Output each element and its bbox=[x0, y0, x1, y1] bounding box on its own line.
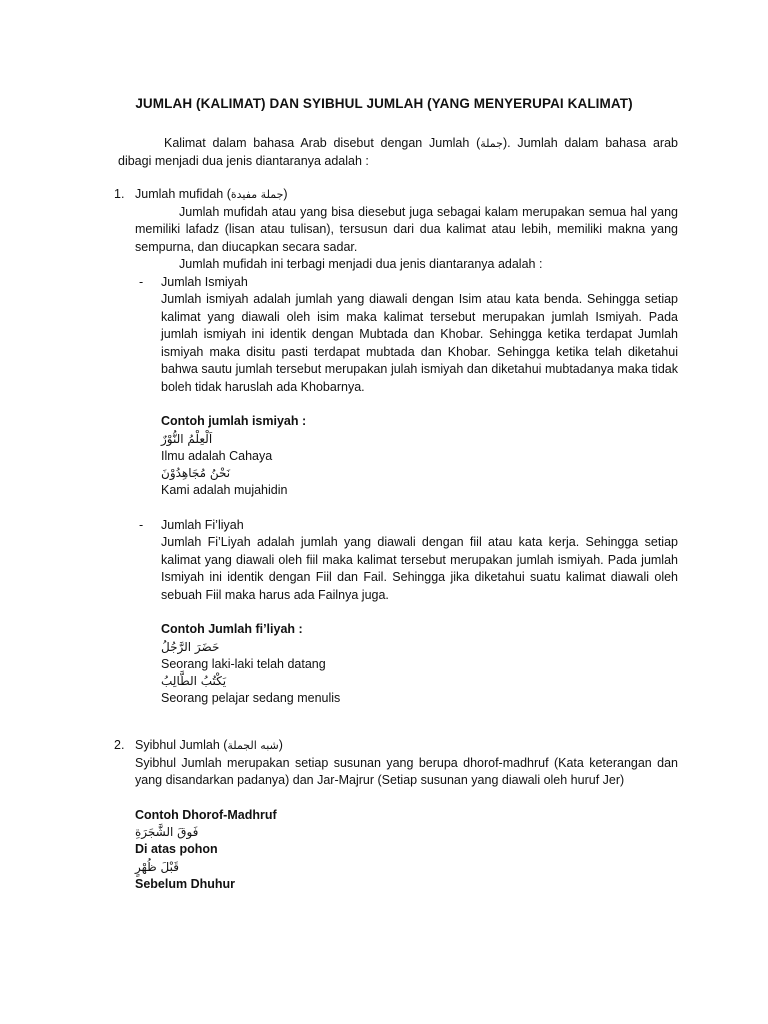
intro-text-before: Kalimat dalam bahasa Arab disebut dengan Jumlah ( bbox=[164, 136, 481, 150]
filiyah-example-2-arabic: يَكْتُبُ الطَّالِبُ bbox=[161, 674, 227, 688]
section2-example-2-translation: Sebelum Dhuhur bbox=[135, 876, 236, 891]
section2-example-heading: Contoh Dhorof-Madhruf bbox=[135, 807, 277, 822]
section2-example-2-arabic: قَبْلَ ظُهْرٍ bbox=[135, 859, 179, 874]
ismiyah-example-2-arabic: نَحْنُ مُجَاهِدُوْنَ bbox=[161, 466, 231, 480]
document-title: JUMLAH (KALIMAT) DAN SYIBHUL JUMLAH (YANG MENYERUPAI KALIMAT) bbox=[135, 96, 633, 111]
ismiyah-example-1-translation: Ilmu adalah Cahaya bbox=[161, 448, 273, 463]
ismiyah-example-2-translation: Kami adalah mujahidin bbox=[161, 483, 288, 497]
section1-paragraph-2: Jumlah mufidah ini terbagi menjadi dua jenis diantaranya adalah : bbox=[179, 257, 543, 271]
section2-heading-text: Syibhul Jumlah ( bbox=[135, 738, 228, 752]
ismiyah-dash: - bbox=[139, 274, 144, 289]
filiyah-example-heading: Contoh Jumlah fi’liyah : bbox=[161, 622, 303, 636]
filiyah-description: Jumlah Fi’Liyah adalah jumlah yang diawali dengan fiil atau kata kerja. Sehingga setiap kalimat yang diawali oleh fiil maka kalimat tersebut merupakan jumlah ismiyah. Pada jumlah Ismiyah ini identik dengan Fiil dan Fail. Sehingga jika diketahui suatu kalimat diawali oleh sebuah Fiil maka harus ada Failnya juga. bbox=[161, 535, 678, 602]
filiyah-example-1-arabic: حَضَرَ الرَّجُلُ bbox=[161, 639, 220, 654]
filiyah-example-1-translation: Seorang laki-laki telah datang bbox=[161, 656, 326, 671]
section2-heading bbox=[135, 737, 678, 755]
subsection-ismiyah bbox=[139, 274, 678, 517]
section1-number: 1. bbox=[114, 187, 125, 201]
filiyah-dash: - bbox=[139, 517, 144, 532]
section1-paragraph-1: Jumlah mufidah atau yang bisa diesebut juga sebagai kalam merupakan semua hal yang memiliki lafadz (lisan atau tulisan), tersusun dari dua kalimat atau lebih, memiliki makna yang sempurna, dan diucapkan secara sadar. bbox=[135, 204, 678, 254]
ismiyah-example-1-arabic: اَلْعِلْمُ النُّوْرٌ bbox=[161, 431, 213, 446]
section1-heading-arabic: جملة مفيدة bbox=[230, 188, 284, 201]
section2-heading-close: ) bbox=[278, 738, 283, 752]
section2-description: Syibhul Jumlah merupakan setiap susunan yang berupa dhorof-madhruf (Kata keterangan dan yang disandarkan padanya) dan Jar-Majrur (Setiap susunan yang diawali oleh huruf Jer) bbox=[135, 755, 678, 787]
intro-arabic: جملة bbox=[480, 137, 503, 150]
section2-heading-arabic: شبه الجملة bbox=[227, 739, 279, 752]
section2-number: 2. bbox=[114, 738, 125, 752]
subsection-filiyah bbox=[139, 517, 678, 708]
section2-example-1-arabic: فَوقَ الشَّجَرَةِ bbox=[135, 825, 199, 839]
section-syibhul-jumlah bbox=[114, 737, 678, 893]
ismiyah-description: Jumlah ismiyah adalah jumlah yang diawali dengan Isim atau kata benda. Sehingga setiap kalimat yang diawali oleh isim maka kalimat tersebut merupakan jumlah Ismiyah. Pada jumlah ismiyah ini identik dengan Mubtada dan Khobar. Sehingga ketika terdapat Jumlah ismiyah maka disitu pasti terdapat mubtada dan Khobar. Sehingga ketika telah diketahui bahwa sautu jumlah tersebut merupakan julah ismiyah dan diketahui mubtadanya maka tidak boleh tidak haruslah ada Khobarnya. bbox=[161, 292, 678, 394]
filiyah-label: Jumlah Fi’liyah bbox=[161, 517, 244, 532]
section2-example-1-translation: Di atas pohon bbox=[135, 842, 218, 856]
intro-text-after: ). Jumlah dalam bahasa arab dibagi menjadi dua jenis diantaranya adalah : bbox=[118, 136, 678, 168]
section1-heading-text: Jumlah mufidah ( bbox=[135, 187, 231, 201]
ismiyah-example-heading: Contoh jumlah ismiyah : bbox=[161, 414, 307, 428]
section1-heading bbox=[135, 186, 678, 204]
filiyah-example-2-translation: Seorang pelajar sedang menulis bbox=[161, 691, 341, 705]
ismiyah-label: Jumlah Ismiyah bbox=[161, 274, 248, 289]
intro-paragraph bbox=[118, 135, 678, 170]
section-jumlah-mufidah bbox=[114, 186, 678, 708]
section1-heading-close: ) bbox=[283, 187, 288, 201]
